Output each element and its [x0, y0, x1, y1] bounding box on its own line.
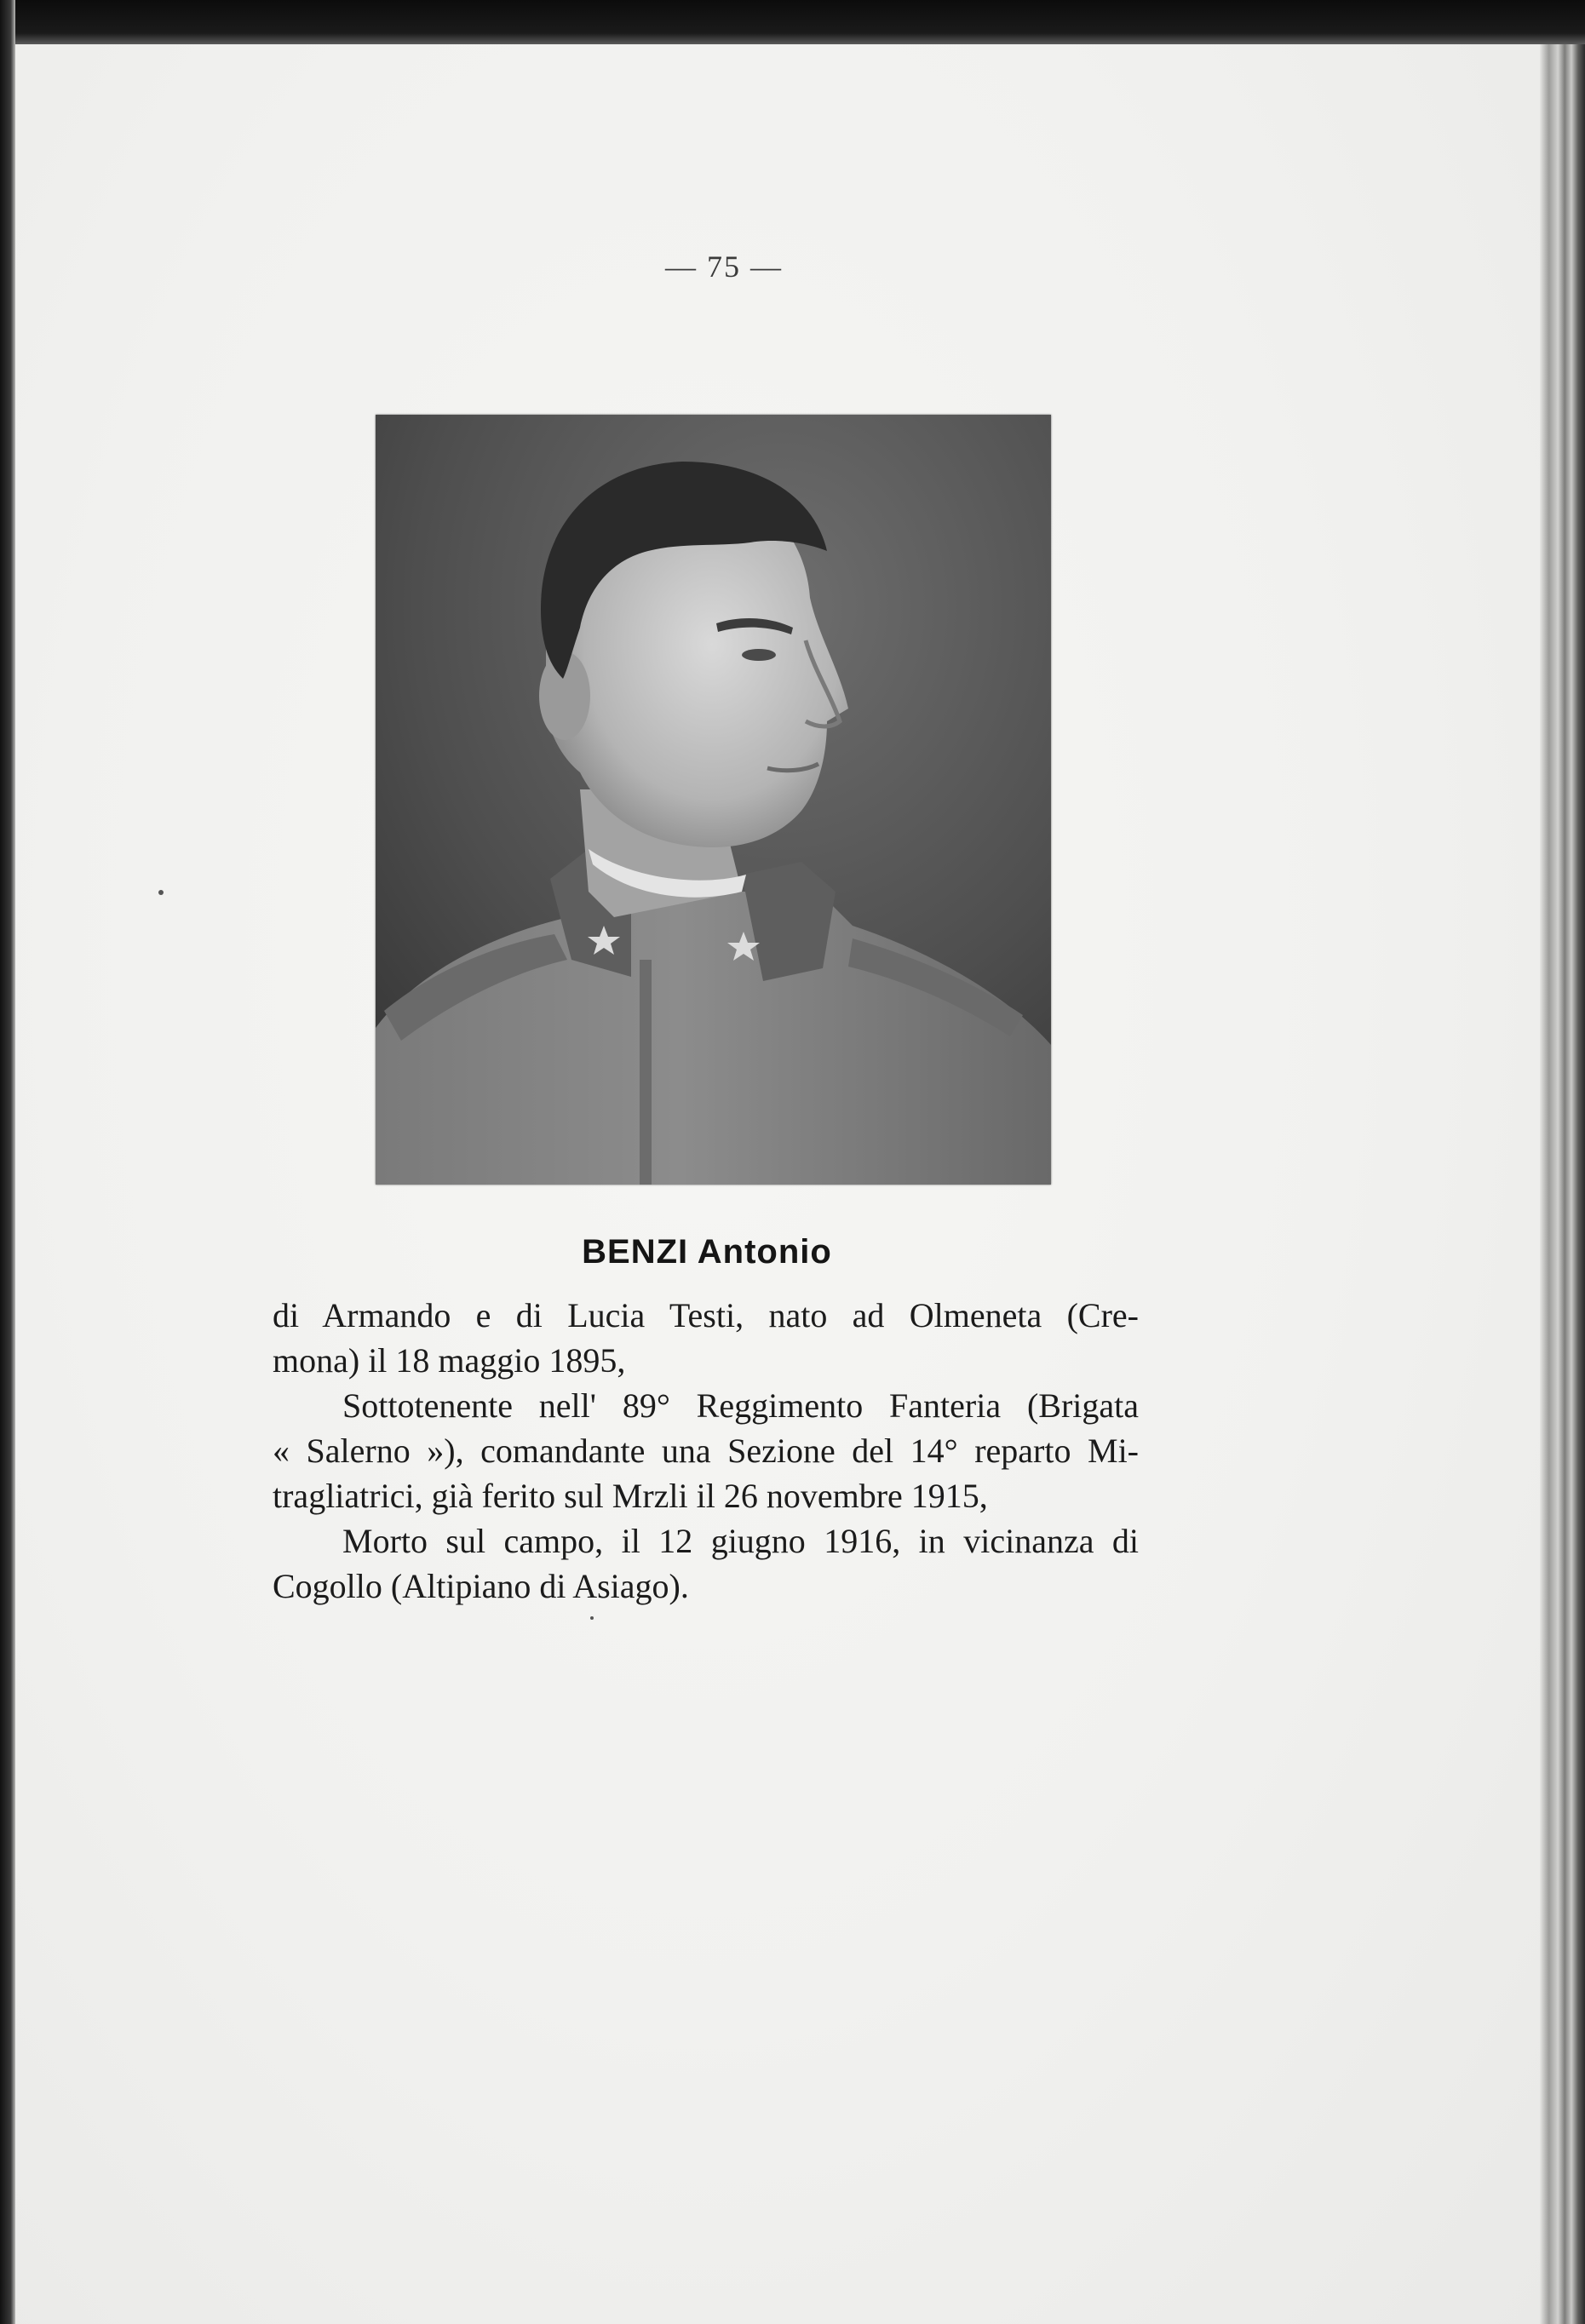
bio-line: tragliatrici, già ferito sul Mrzli il 26 novembre 1915, — [273, 1477, 988, 1515]
entry-biography — [273, 1293, 1139, 1609]
bio-line: mona) il 18 maggio 1895, — [273, 1341, 626, 1380]
bio-line: Morto sul campo, il 12 giugno 1916, in vicinanza di — [342, 1522, 1139, 1560]
bio-line: di Armando e di Lucia Testi, nato ad Olmeneta (Cre- — [273, 1296, 1139, 1334]
scan-border-left — [0, 0, 15, 2324]
bio-line: « Salerno »), comandante una Sezione del 14° reparto Mi- — [273, 1432, 1139, 1470]
page-edges-right — [1540, 44, 1585, 2324]
paper-speck — [590, 1616, 594, 1620]
portrait-photo — [376, 415, 1051, 1185]
page-number: — 75 — — [665, 250, 783, 284]
bio-paragraph-birth — [273, 1293, 1139, 1383]
scan-border-top — [0, 0, 1585, 44]
entry-name-heading: BENZI Antonio — [582, 1233, 832, 1271]
bio-paragraph-death — [273, 1518, 1139, 1609]
paper-speck — [158, 890, 164, 895]
bio-line: Sottotenente nell' 89° Reggimento Fanteria (Brigata — [342, 1386, 1139, 1425]
bio-paragraph-service — [273, 1383, 1139, 1518]
bio-line: Cogollo (Altipiano di Asiago). — [273, 1567, 689, 1605]
